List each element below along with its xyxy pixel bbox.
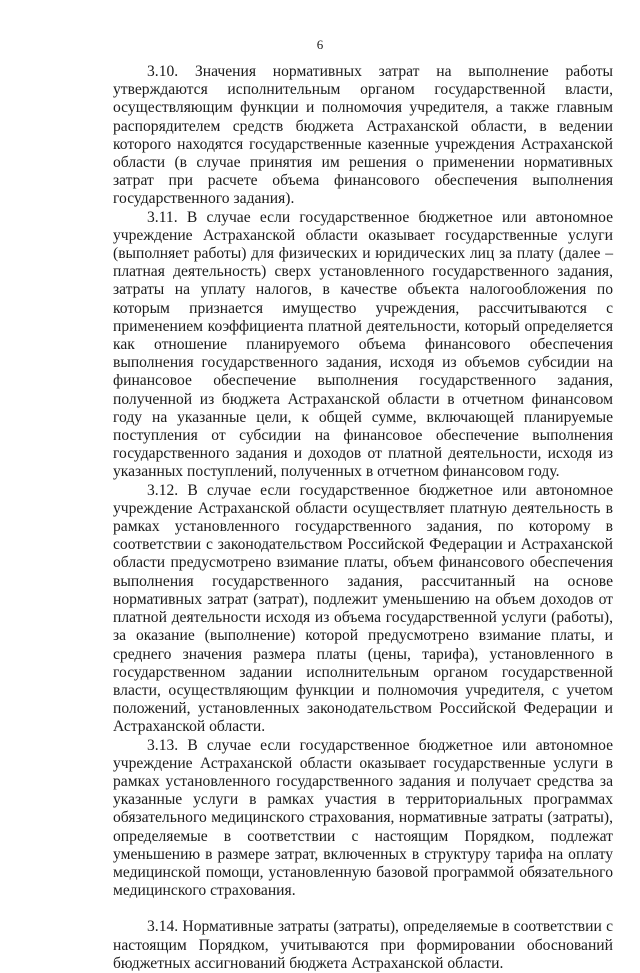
paragraph-3-12: 3.12. В случае если государственное бюджетное или автономное учреждение Астраханской области осуществляет платную деятельность в рамках установленного государственного задания, по которому в соответствии с законодательством Российской Федерации и Астраханской области предусмотрено взимание платы, объем финансового обеспечения выполнения государственного задания, рассчитанный на основе нормативных затрат (затрат), подлежит уменьшению на объем доходов от платной деятельности исходя из объема государственной услуги (работы), за оказание (выполнение) которой предусмотрено взимание платы, и среднего значения размера платы (цены, тарифа), установленного в государственном задании исполнительным органом государственной власти, осуществляющим функции и полномочия учредителя, с учетом положений, установленных законодательством Российской Федерации и Астраханской области. — [113, 481, 613, 736]
paragraph-3-11: 3.11. В случае если государственное бюджетное или автономное учреждение Астраханской области оказывает государственные услуги (выполняет работы) для физических и юридических лиц за плату (далее – платная деятельность) сверх установленного государственного задания, затраты на уплату налогов, в качестве объекта налогообложения по которым признается имущество учреждения, рассчитываются с применением коэффициента платной деятельности, который определяется как отношение планируемого объема финансового обеспечения выполнения государственного задания, исходя из объемов субсидии на финансовое обеспечение выполнения государственного задания, полученной из бюджета Астраханской области в отчетном финансовом году на указанные цели, к общей сумме, включающей планируемые поступления от субсидии на финансовое обеспечение выполнения государственного задания и доходов от платной деятельности, исходя из указанных поступлений, полученных в отчетном финансовом году. — [113, 208, 613, 481]
paragraph-3-13: 3.13. В случае если государственное бюджетное или автономное учреждение Астраханской области оказывает государственные услуги в рамках установленного государственного задания и получает средства за указанные услуги в рамках участия в территориальных программах обязательного медицинского страхования, нормативные затраты (затраты), определяемые в соответствии с настоящим Порядком, подлежат уменьшению в размере затрат, включенных в структуру тарифа на оплату медицинской помощи, установленную базовой программой обязательного медицинского страхования. — [113, 736, 613, 900]
document-body — [113, 63, 613, 973]
paragraph-3-14: 3.14. Нормативные затраты (затраты), определяемые в соответствии с настоящим Порядком, учитываются при формировании обоснований бюджетных ассигнований бюджета Астраханской области. — [113, 918, 613, 972]
paragraph-3-10: 3.10. Значения нормативных затрат на выполнение работы утверждаются исполнительным органом государственной власти, осуществляющим функции и полномочия учредителя, а также главным распорядителем средств бюджета Астраханской области, в ведении которого находятся государственные казенные учреждения Астраханской области (в случае принятия им решения о применении нормативных затрат при расчете объема финансового обеспечения выполнения государственного задания). — [113, 63, 613, 208]
page-number: 6 — [316, 37, 324, 52]
